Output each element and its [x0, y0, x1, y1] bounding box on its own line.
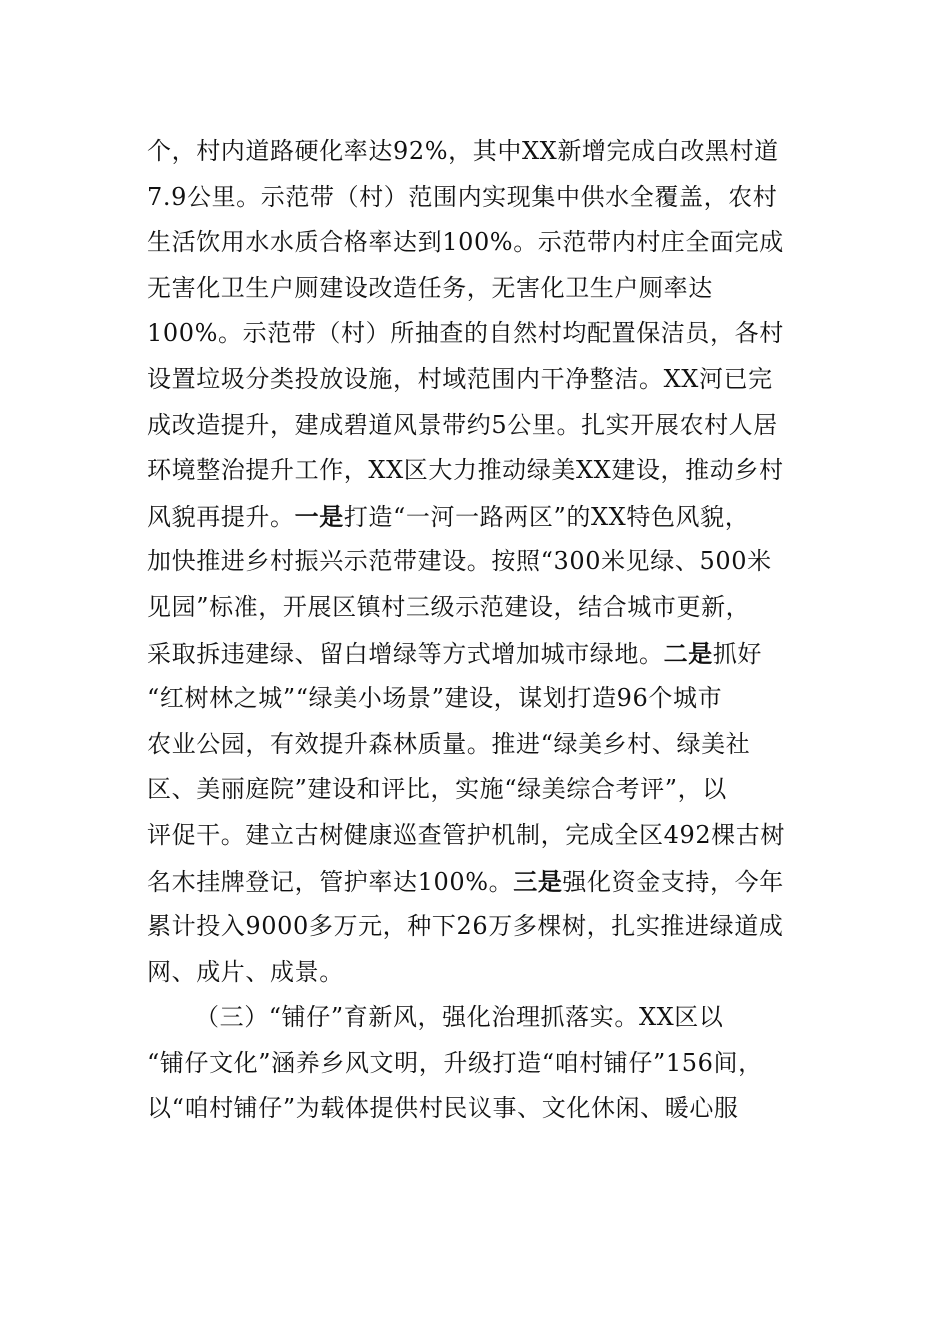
text-run: 采取拆违建绿、留白增绿等方式增加城市绿地。: [147, 639, 664, 668]
document-body: [147, 129, 812, 1132]
text-run: 7.9公里。示范带（村）范围内实现集中供水全覆盖，农村: [147, 182, 778, 211]
emphasis-marker: 二是: [663, 638, 713, 668]
text-run: 区、美丽庭院”建设和评比，实施“绿美综合考评”，以: [147, 775, 727, 804]
text-line: [147, 175, 812, 221]
text-line: [147, 448, 812, 494]
text-line: [147, 129, 812, 175]
text-run: 以“咱村铺仔”为载体提供村民议事、文化休闲、暖心服: [147, 1094, 739, 1123]
text-run: 无害化卫生户厕建设改造任务，无害化卫生户厕率达: [147, 273, 713, 302]
text-run: 打造“一河一路两区”的XX特色风貌，: [343, 502, 750, 531]
text-run: 100%。示范带（村）所抽查的自然村均配置保洁员，各村: [147, 319, 784, 348]
text-line: [147, 585, 812, 631]
text-line: [147, 859, 812, 905]
text-line: [147, 220, 812, 266]
text-line: [147, 995, 812, 1041]
text-run: 农业公园，有效提升森林质量。推进“绿美乡村、绿美社: [147, 729, 751, 758]
text-line: [147, 631, 812, 677]
text-line: [147, 904, 812, 950]
text-run: 名木挂牌登记，管护率达100%。: [147, 867, 514, 896]
text-line: [147, 676, 812, 722]
emphasis-marker: 一是: [294, 501, 344, 531]
text-run: 强化资金支持，今年: [562, 867, 784, 896]
text-line: [147, 494, 812, 540]
text-line: [147, 266, 812, 312]
text-run: “红树林之城”“绿美小场景”建设，谋划打造96个城市: [147, 684, 723, 713]
text-line: [147, 1086, 812, 1132]
text-run: 累计投入9000多万元，种下26万多棵树，扎实推进绿道成: [147, 912, 784, 941]
text-line: [147, 950, 812, 996]
text-run: “铺仔文化”涵养乡风文明，升级打造“咱村铺仔”156间，: [147, 1048, 763, 1077]
text-run: 网、成片、成景。: [147, 957, 344, 986]
text-run: 生活饮用水水质合格率达到100%。示范带内村庄全面完成: [147, 228, 784, 257]
emphasis-marker: 三是: [513, 866, 563, 896]
text-line: [147, 311, 812, 357]
text-run: 环境整治提升工作，XX区大力推动绿美XX建设，推动乡村: [147, 456, 784, 485]
text-run: 设置垃圾分类投放设施，村域范围内干净整洁。XX河已完: [147, 364, 773, 393]
text-run: 成改造提升，建成碧道风景带约5公里。扎实开展农村人居: [147, 410, 778, 439]
text-run: 评促干。建立古树健康巡查管护机制，完成全区492棵古树: [147, 820, 786, 849]
text-line: [147, 722, 812, 768]
text-line: [147, 403, 812, 449]
text-run: 加快推进乡村振兴示范带建设。按照“300米见绿、500米: [147, 547, 772, 576]
text-run: 抓好: [712, 639, 763, 668]
text-line: [147, 767, 812, 813]
text-line: [147, 1041, 812, 1087]
text-run: 风貌再提升。: [147, 502, 295, 531]
text-run: 个，村内道路硬化率达92%，其中XX新增完成白改黑村道: [147, 137, 779, 165]
text-run: （三）“铺仔”育新风，强化治理抓落实。XX区以: [195, 1003, 724, 1032]
text-line: [147, 357, 812, 403]
text-line: [147, 813, 812, 859]
text-line: [147, 539, 812, 585]
text-run: 见园”标准，开展区镇村三级示范建设，结合城市更新，: [147, 592, 751, 621]
